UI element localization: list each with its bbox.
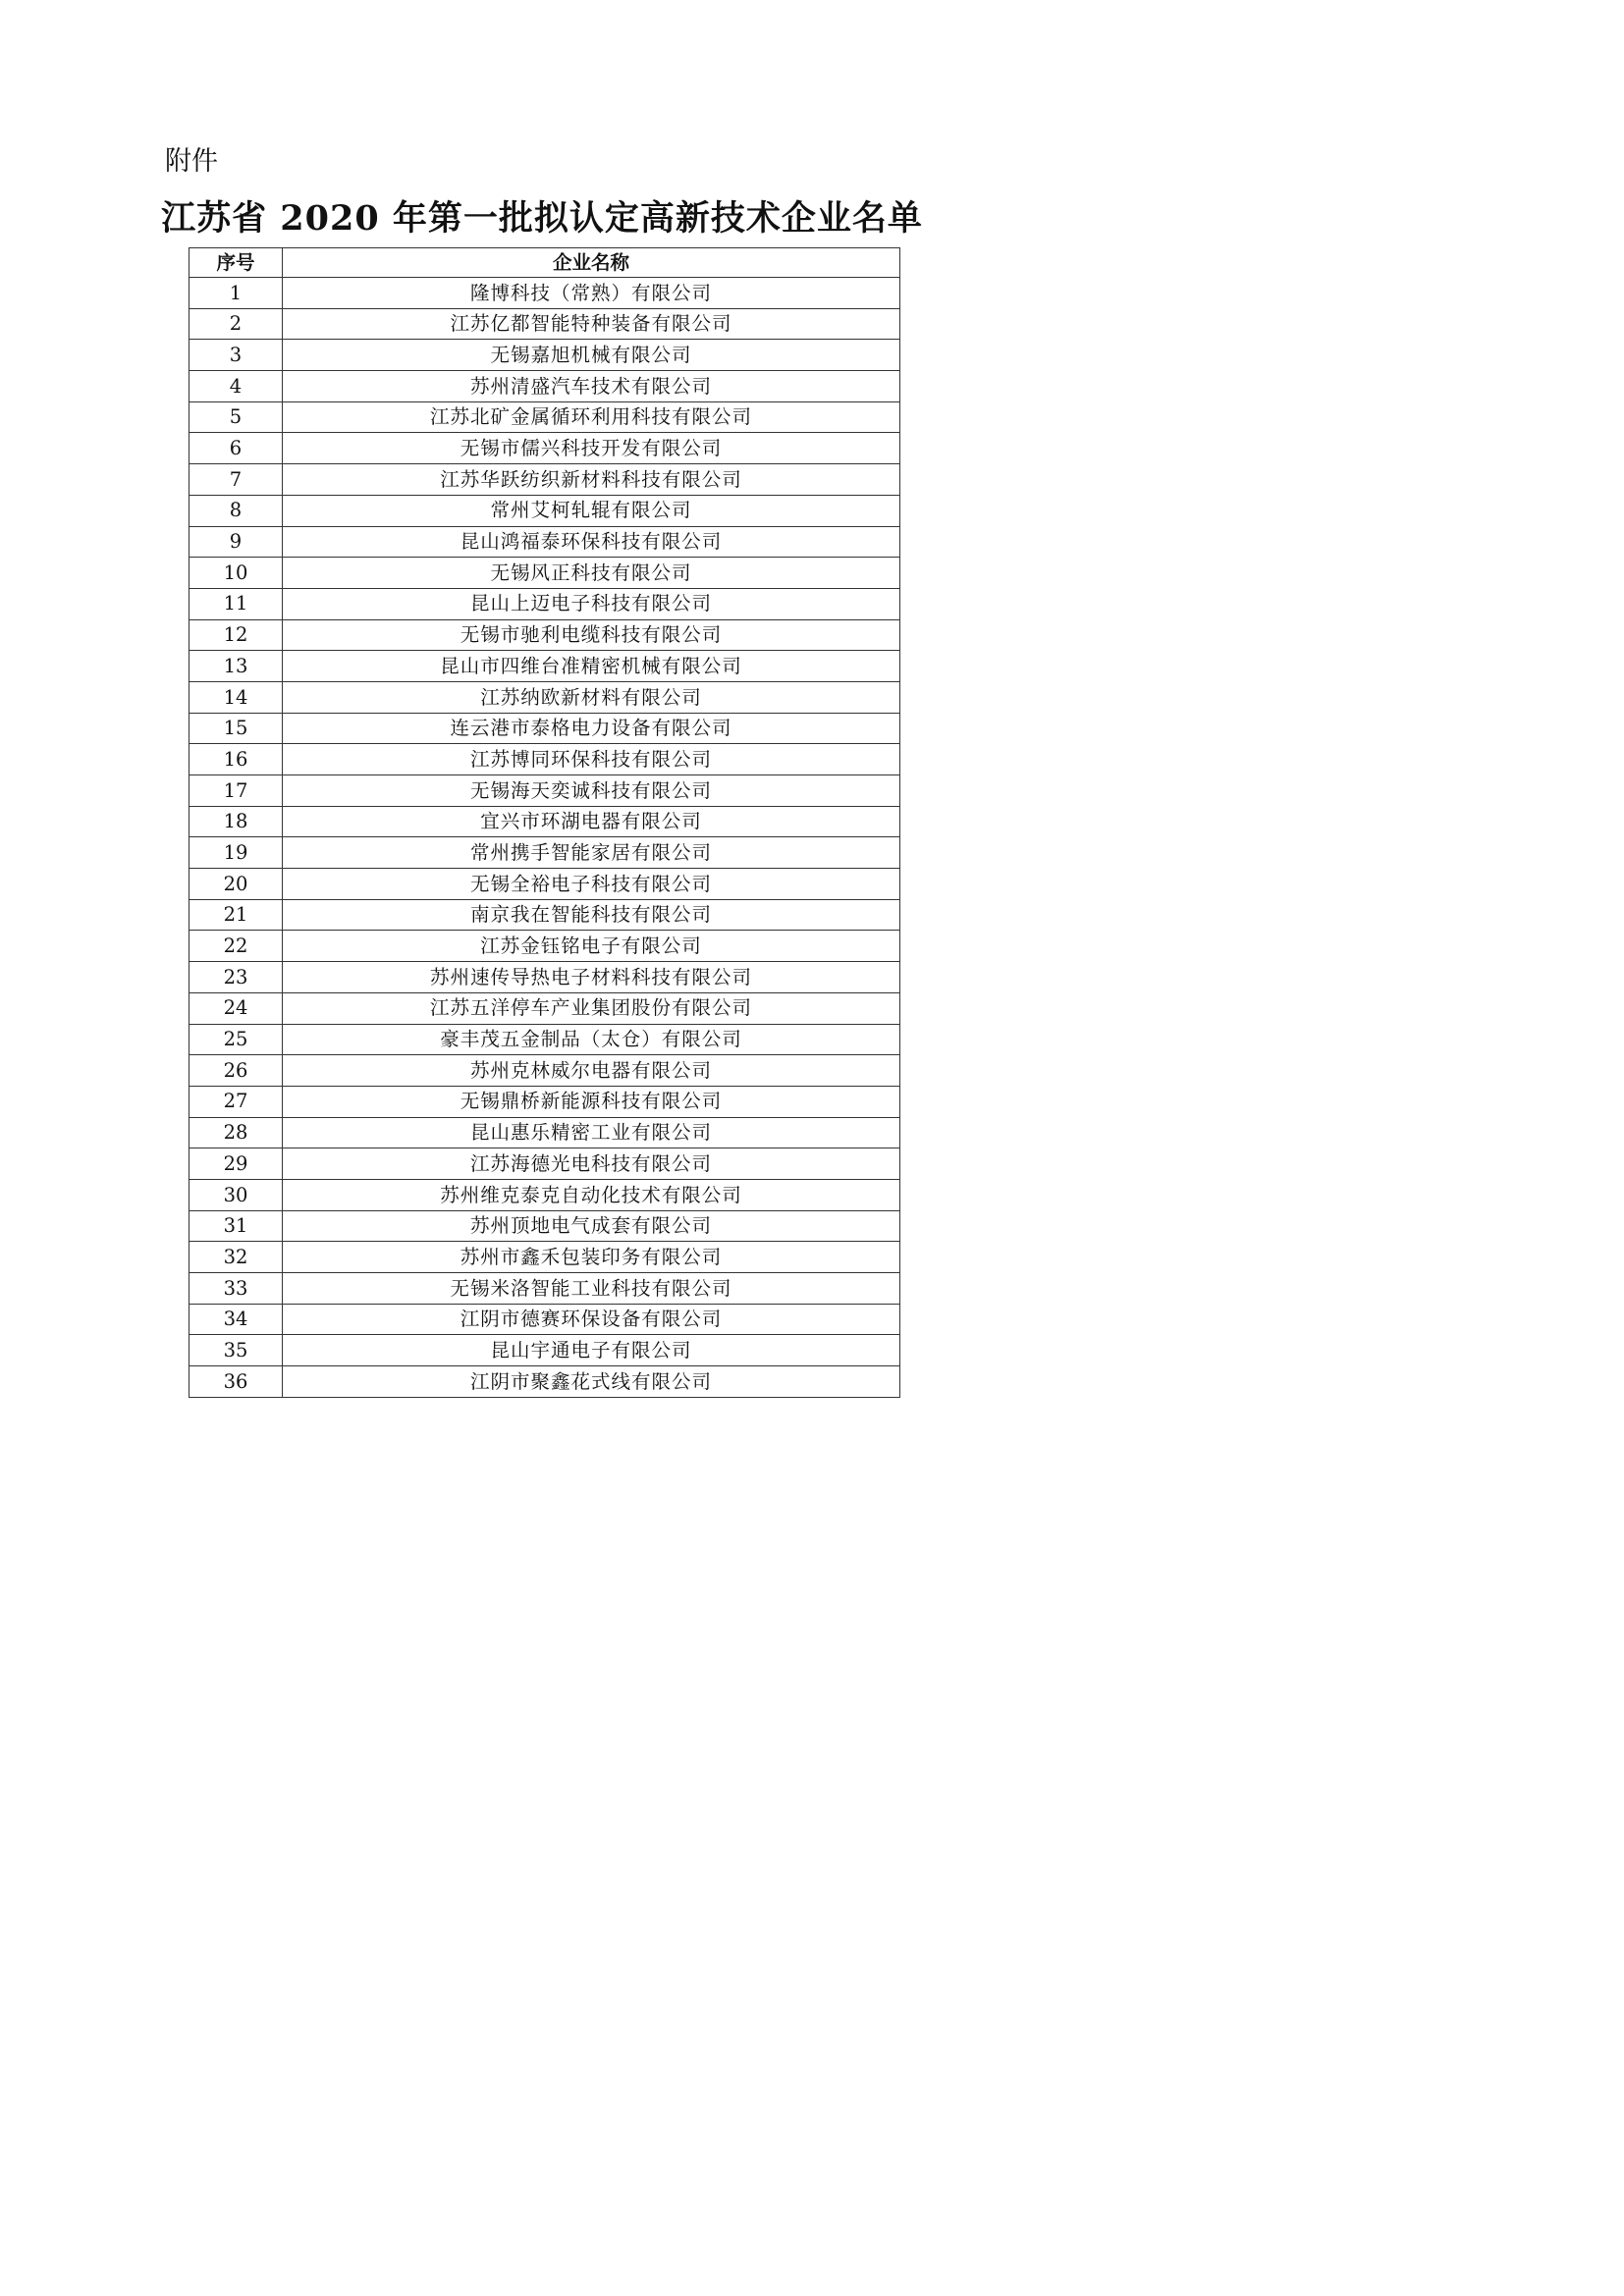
enterprise-table xyxy=(189,247,900,1398)
table-row xyxy=(189,495,900,526)
company-name: 江阴市聚鑫花式线有限公司 xyxy=(283,1366,900,1398)
row-number: 13 xyxy=(189,651,283,682)
table-header-row xyxy=(189,248,900,278)
row-number: 11 xyxy=(189,588,283,619)
company-name: 无锡市儒兴科技开发有限公司 xyxy=(283,433,900,464)
company-name: 连云港市泰格电力设备有限公司 xyxy=(283,713,900,744)
row-number: 17 xyxy=(189,775,283,807)
table-row xyxy=(189,433,900,464)
company-name: 南京我在智能科技有限公司 xyxy=(283,899,900,931)
row-number: 19 xyxy=(189,837,283,869)
company-name: 常州携手智能家居有限公司 xyxy=(283,837,900,869)
company-name: 昆山鸿福泰环保科技有限公司 xyxy=(283,526,900,558)
row-number: 16 xyxy=(189,744,283,775)
table-row xyxy=(189,899,900,931)
company-name: 常州艾柯轧辊有限公司 xyxy=(283,495,900,526)
row-number: 7 xyxy=(189,464,283,496)
company-name: 昆山市四维台准精密机械有限公司 xyxy=(283,651,900,682)
row-number: 22 xyxy=(189,931,283,962)
row-number: 27 xyxy=(189,1086,283,1117)
row-number: 29 xyxy=(189,1148,283,1180)
table-row xyxy=(189,837,900,869)
table-row xyxy=(189,558,900,589)
table-body xyxy=(189,278,900,1398)
table-row xyxy=(189,1117,900,1148)
row-number: 32 xyxy=(189,1242,283,1273)
company-name: 江苏博同环保科技有限公司 xyxy=(283,744,900,775)
company-name: 无锡嘉旭机械有限公司 xyxy=(283,340,900,371)
table-row xyxy=(189,713,900,744)
table-row xyxy=(189,992,900,1024)
company-name: 无锡鼎桥新能源科技有限公司 xyxy=(283,1086,900,1117)
table-row xyxy=(189,526,900,558)
row-number: 4 xyxy=(189,371,283,402)
table-row xyxy=(189,340,900,371)
table-row xyxy=(189,371,900,402)
table-row xyxy=(189,1055,900,1087)
column-header-number: 序号 xyxy=(189,248,283,278)
row-number: 12 xyxy=(189,619,283,651)
table-row xyxy=(189,1304,900,1335)
row-number: 25 xyxy=(189,1024,283,1055)
company-name: 昆山上迈电子科技有限公司 xyxy=(283,588,900,619)
company-name: 无锡市驰利电缆科技有限公司 xyxy=(283,619,900,651)
row-number: 14 xyxy=(189,681,283,713)
company-name: 苏州清盛汽车技术有限公司 xyxy=(283,371,900,402)
table-row xyxy=(189,1086,900,1117)
company-name: 江苏海德光电科技有限公司 xyxy=(283,1148,900,1180)
table-row xyxy=(189,775,900,807)
table-row xyxy=(189,1148,900,1180)
table-row xyxy=(189,1024,900,1055)
company-name: 隆博科技（常熟）有限公司 xyxy=(283,278,900,309)
row-number: 10 xyxy=(189,558,283,589)
table-row xyxy=(189,588,900,619)
row-number: 8 xyxy=(189,495,283,526)
company-name: 江苏亿都智能特种装备有限公司 xyxy=(283,308,900,340)
row-number: 31 xyxy=(189,1210,283,1242)
row-number: 1 xyxy=(189,278,283,309)
table-row xyxy=(189,962,900,993)
company-name: 无锡全裕电子科技有限公司 xyxy=(283,869,900,900)
company-name: 无锡米洛智能工业科技有限公司 xyxy=(283,1273,900,1305)
company-name: 江苏五洋停车产业集团股份有限公司 xyxy=(283,992,900,1024)
company-name: 江苏北矿金属循环利用科技有限公司 xyxy=(283,401,900,433)
table-row xyxy=(189,1210,900,1242)
table-row xyxy=(189,1242,900,1273)
row-number: 6 xyxy=(189,433,283,464)
company-name: 苏州市鑫禾包装印务有限公司 xyxy=(283,1242,900,1273)
row-number: 15 xyxy=(189,713,283,744)
row-number: 24 xyxy=(189,992,283,1024)
company-name: 江苏纳欧新材料有限公司 xyxy=(283,681,900,713)
row-number: 30 xyxy=(189,1179,283,1210)
company-name: 昆山惠乐精密工业有限公司 xyxy=(283,1117,900,1148)
row-number: 23 xyxy=(189,962,283,993)
row-number: 34 xyxy=(189,1304,283,1335)
row-number: 36 xyxy=(189,1366,283,1398)
row-number: 26 xyxy=(189,1055,283,1087)
table-row xyxy=(189,1273,900,1305)
row-number: 28 xyxy=(189,1117,283,1148)
table-row xyxy=(189,681,900,713)
table-row xyxy=(189,1335,900,1366)
table-row xyxy=(189,308,900,340)
row-number: 3 xyxy=(189,340,283,371)
table-row xyxy=(189,1179,900,1210)
attachment-label: 附件 xyxy=(165,146,218,177)
table-row xyxy=(189,869,900,900)
table-row xyxy=(189,744,900,775)
row-number: 5 xyxy=(189,401,283,433)
table-row xyxy=(189,806,900,837)
row-number: 20 xyxy=(189,869,283,900)
page-title: 江苏省 2020 年第一批拟认定高新技术企业名单 xyxy=(161,198,923,239)
column-header-name: 企业名称 xyxy=(283,248,900,278)
row-number: 35 xyxy=(189,1335,283,1366)
company-name: 宜兴市环湖电器有限公司 xyxy=(283,806,900,837)
company-name: 江阴市德赛环保设备有限公司 xyxy=(283,1304,900,1335)
company-name: 苏州速传导热电子材料科技有限公司 xyxy=(283,962,900,993)
row-number: 9 xyxy=(189,526,283,558)
row-number: 33 xyxy=(189,1273,283,1305)
company-name: 无锡海天奕诚科技有限公司 xyxy=(283,775,900,807)
company-name: 豪丰茂五金制品（太仓）有限公司 xyxy=(283,1024,900,1055)
row-number: 2 xyxy=(189,308,283,340)
table-row xyxy=(189,931,900,962)
row-number: 21 xyxy=(189,899,283,931)
company-name: 苏州克林威尔电器有限公司 xyxy=(283,1055,900,1087)
company-name: 江苏华跃纺织新材料科技有限公司 xyxy=(283,464,900,496)
table-row xyxy=(189,401,900,433)
table-row xyxy=(189,278,900,309)
company-name: 无锡风正科技有限公司 xyxy=(283,558,900,589)
table-row xyxy=(189,651,900,682)
company-name: 苏州顶地电气成套有限公司 xyxy=(283,1210,900,1242)
company-name: 江苏金钰铭电子有限公司 xyxy=(283,931,900,962)
table-row xyxy=(189,619,900,651)
table-row xyxy=(189,1366,900,1398)
row-number: 18 xyxy=(189,806,283,837)
table-row xyxy=(189,464,900,496)
company-name: 昆山宇通电子有限公司 xyxy=(283,1335,900,1366)
company-name: 苏州维克泰克自动化技术有限公司 xyxy=(283,1179,900,1210)
